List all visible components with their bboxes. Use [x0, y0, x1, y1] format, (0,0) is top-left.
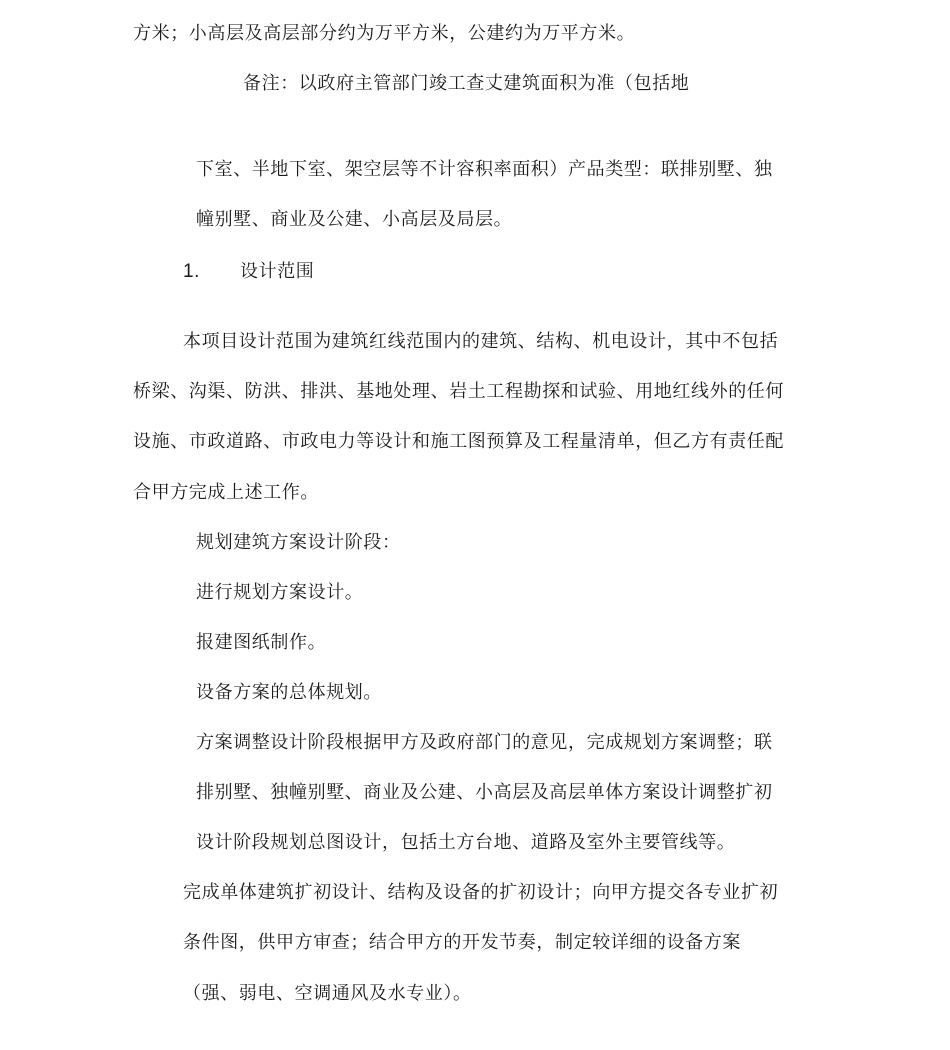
paragraph-line: 完成单体建筑扩初设计、结构及设备的扩初设计；向甲方提交各专业扩初 [183, 882, 779, 903]
paragraph-line: 条件图，供甲方审查；结合甲方的开发节奏，制定较详细的设备方案 [183, 932, 741, 953]
paragraph-line: （强、弱电、空调通风及水专业）。 [183, 983, 472, 1004]
section-number: 1. [183, 261, 201, 282]
text-line: 方米；小高层及高层部分约为万平方米，公建约为万平方米。 [133, 23, 636, 44]
text-line: 幢别墅、商业及公建、小高层及局层。 [196, 209, 513, 230]
paragraph-line: 合甲方完成上述工作。 [133, 482, 319, 503]
list-item: 设备方案的总体规划。 [196, 682, 382, 703]
list-item: 进行规划方案设计。 [196, 582, 364, 603]
text-line: 下室、半地下室、架空层等不计容积率面积）产品类型：联排别墅、独 [196, 159, 773, 180]
paragraph-line: 本项目设计范围为建筑红线范围内的建筑、结构、机电设计，其中不包括 [183, 331, 779, 352]
list-item: 报建图纸制作。 [196, 632, 327, 653]
paragraph-line: 设计阶段规划总图设计，包括土方台地、道路及室外主要管线等。 [196, 832, 736, 853]
paragraph-line: 方案调整设计阶段根据甲方及政府部门的意见，完成规划方案调整；联 [196, 732, 773, 753]
paragraph-line: 排别墅、独幢别墅、商业及公建、小高层及高层单体方案设计调整扩初 [196, 782, 773, 803]
section-heading: 设计范围 [240, 261, 315, 282]
list-item: 规划建筑方案设计阶段： [196, 532, 401, 553]
note-line: 备注：以政府主管部门竣工查丈建筑面积为准（包括地 [243, 73, 690, 94]
paragraph-line: 桥梁、沟渠、防洪、排洪、基地处理、岩土工程勘探和试验、用地红线外的任何 [133, 381, 784, 402]
paragraph-line: 设施、市政道路、市政电力等设计和施工图预算及工程量清单，但乙方有责任配 [133, 431, 784, 452]
